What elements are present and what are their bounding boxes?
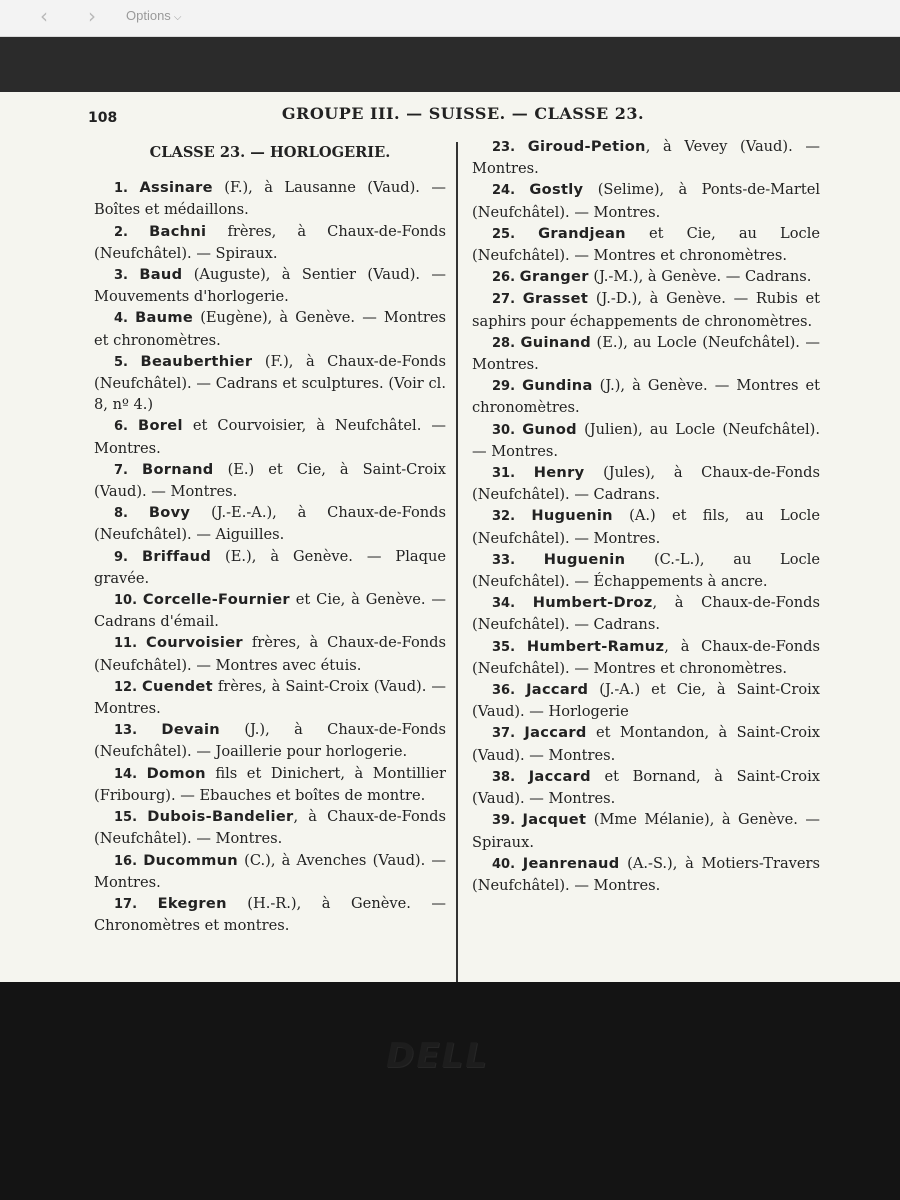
screen-edge [0,37,900,95]
exhibitor-name: Jeanrenaud [522,854,620,872]
exhibitor-name: Courvoisier [145,634,243,652]
exhibitor-name: Humbert-Droz [532,594,653,612]
entry-number: 23. [492,140,516,155]
entry-description: , à Chaux-de-Fonds (Neufchâtel). — Montres. [94,808,446,848]
list-item [94,850,446,893]
entry-description: (J.), à Genève. — Montres et chronomètres. [472,377,820,417]
entry-description: frères, à Chaux-de-Fonds (Neufchâtel). — Spiraux. [94,222,447,262]
entry-number: 25. [492,226,516,242]
list-item [94,307,446,350]
exhibitor-name: Jaccard [524,724,587,742]
entry-number: 31. [492,466,516,482]
list-item [94,546,446,589]
exhibitor-name: Bovy [148,504,191,522]
exhibitor-name: Briffaud [141,547,212,565]
entry-number: 14. [114,766,138,782]
exhibitor-name: Dubois-Bandelier [147,808,294,826]
entry-list-right [472,136,820,896]
chevron-down-icon: ⌵ [173,12,182,23]
entry-number: 24. [492,183,516,199]
entry-description: (Jules), à Chaux-de-Fonds (Neufchâtel). — Cadrans. [472,464,821,504]
exhibitor-name: Domon [146,764,206,782]
entry-description: (F.), à Lausanne (Vaud). — Boîtes et médaillons. [94,179,446,219]
entry-number: 34. [492,596,516,612]
entry-number: 40. [492,856,516,872]
entry-description: (J.-D.), à Genève. — Rubis et saphirs pour échappements de chronomètres. [472,290,821,330]
entry-description: (Mme Mélanie), à Genève. — Spiraux. [472,811,820,851]
page-number: 108 [88,110,118,126]
entry-description: et Cie, à Genève. — Cadrans d'émail. [94,591,447,631]
entry-number: 29. [492,379,516,395]
entry-description: (J.), à Chaux-de-Fonds (Neufchâtel). — Joaillerie pour horlogerie. [94,721,446,761]
list-item [472,375,820,418]
list-item [472,679,820,722]
exhibitor-name: Humbert-Ramuz [526,637,665,655]
exhibitor-name: Huguenin [531,507,613,525]
options-menu[interactable] [126,8,181,23]
section-title: CLASSE 23. — HORLOGERIE. [149,144,391,161]
entry-description: (Selime), à Ponts-de-Martel (Neufchâtel). — Montres. [472,181,821,221]
list-item [472,722,820,765]
entry-description: (J.-M.), à Genève. — Cadrans. [588,268,812,286]
entry-number: 11. [114,636,138,652]
entry-number: 28. [492,335,516,351]
exhibitor-name: Grandjean [538,224,626,242]
exhibitor-name: Henry [533,464,585,482]
entry-number: 26. [492,270,516,286]
exhibitor-name: Grasset [522,290,589,308]
exhibitor-name: Jacquet [522,811,587,829]
brand-logo: DELL [386,1036,489,1076]
list-item [94,676,446,719]
entry-number: 36. [492,683,516,699]
exhibitor-name: Baud [139,266,183,284]
entry-number: 6. [114,419,128,435]
entry-description: et Cie, au Locle (Neufchâtel). — Montres et chronomètres. [472,224,820,265]
list-item [472,766,820,809]
monitor-bezel [0,982,900,1200]
list-item [472,179,820,222]
entry-list-left [94,177,446,936]
entry-description: et Montandon, à Saint-Croix (Vaud). — Montres. [472,724,820,764]
entry-description: , à Chaux-de-Fonds (Neufchâtel). — Cadrans. [472,594,820,634]
entry-number: 4. [114,311,128,327]
list-item [472,419,820,462]
exhibitor-name: Assinare [139,179,213,197]
entry-description: (C.), à Avenches (Vaud). — Montres. [94,851,446,891]
entry-number: 7. [114,462,128,478]
list-item [94,415,446,458]
list-item [94,763,446,806]
browser-toolbar [0,0,900,37]
entry-description: (E.), au Locle (Neufchâtel). — Montres. [472,333,820,374]
right-column [472,136,820,896]
entry-description: frères, à Saint-Croix (Vaud). — Montres. [94,677,446,718]
entry-number: 15. [114,810,138,826]
list-item [472,223,820,266]
entry-description: (Auguste), à Sentier (Vaud). — Mouvements d'horlogerie. [94,266,447,306]
list-item [472,549,820,592]
left-column [94,136,446,936]
entry-description: frères, à Chaux-de-Fonds (Neufchâtel). — Montres avec étuis. [94,634,446,674]
exhibitor-name: Bornand [142,460,214,478]
chevron-right-icon[interactable]: › [88,4,96,28]
entry-description: et Bornand, à Saint-Croix (Vaud). — Montres. [472,767,820,808]
entry-description: (J.-E.-A.), à Chaux-de-Fonds (Neufchâtel). — Aiguilles. [94,504,447,544]
exhibitor-name: Giroud-Petion [527,138,646,155]
list-item [94,177,446,220]
exhibitor-name: Huguenin [543,550,626,568]
list-item [472,462,820,505]
entry-number: 33. [492,552,516,568]
list-item [94,589,446,632]
exhibitor-name: Gundina [522,377,593,395]
list-item [472,809,820,852]
list-item [94,264,446,307]
list-item [94,351,446,416]
list-item [94,806,446,849]
document-page [0,92,900,982]
entry-description: (E.) et Cie, à Saint-Croix (Vaud). — Montres. [94,460,447,501]
entry-description: , à Vevey (Vaud). — Montres. [472,138,820,178]
entry-number: 35. [492,639,516,655]
list-item [472,288,820,331]
entry-description: , à Chaux-de-Fonds (Neufchâtel). — Montres et chronomètres. [472,637,820,677]
entry-number: 1. [114,181,128,197]
entry-description: (J.-A.) et Cie, à Saint-Croix (Vaud). — Horlogerie [472,681,820,721]
list-item [94,221,446,264]
running-title: GROUPE III. — SUISSE. — CLASSE 23. [281,104,645,123]
exhibitor-name: Ducommun [143,851,238,869]
exhibitor-name: Ekegren [157,894,227,912]
exhibitor-name: Borel [138,417,183,435]
list-item [472,266,820,288]
entry-description: (A.-S.), à Motiers-Travers (Neufchâtel). — Montres. [472,854,820,894]
list-item [472,332,820,375]
list-item [472,853,820,896]
entry-number: 13. [114,723,138,739]
entry-number: 9. [114,549,128,565]
entry-number: 32. [492,509,516,525]
entry-number: 12. [114,679,138,695]
exhibitor-name: Jaccard [526,681,589,699]
entry-number: 38. [492,769,516,785]
options-label: Options [126,8,171,23]
exhibitor-name: Granger [519,268,589,286]
exhibitor-name: Jaccard [528,767,591,785]
entry-number: 27. [492,292,516,308]
entry-number: 17. [114,896,138,912]
chevron-left-icon[interactable]: ‹ [40,4,48,28]
list-item [94,459,446,502]
list-item [94,719,446,762]
list-item [472,505,820,548]
entry-number: 10. [114,593,138,609]
entry-number: 37. [492,726,516,742]
column-divider [456,142,458,982]
exhibitor-name: Devain [161,721,220,739]
entry-number: 16. [114,853,138,869]
entry-description: et Courvoisier, à Neufchâtel. — Montres. [94,417,447,457]
exhibitor-name: Baume [135,309,194,327]
entry-number: 5. [114,354,128,370]
exhibitor-name: Gostly [529,181,584,199]
list-item [94,893,446,936]
entry-number: 39. [492,813,516,829]
list-item [472,592,820,635]
list-item [472,636,820,679]
entry-description: (E.), à Genève. — Plaque gravée. [94,547,446,587]
entry-number: 8. [114,506,128,522]
exhibitor-name: Beauberthier [140,352,253,370]
exhibitor-name: Gunod [522,420,577,438]
entry-number: 30. [492,422,516,438]
entry-number: 3. [114,268,128,284]
entry-description: (F.), à Chaux-de-Fonds (Neufchâtel). — Cadrans et sculptures. (Voir cl. 8, nº 4.) [94,352,446,414]
entry-number: 2. [114,224,128,240]
entry-description: (Julien), au Locle (Neufchâtel). — Montres. [472,420,820,460]
list-item [94,502,446,545]
entry-description: (Eugène), à Genève. — Montres et chronomètres. [94,309,447,349]
entry-description: fils et Dinichert, à Montillier (Fribourg). — Ebauches et boîtes de montre. [94,764,447,804]
list-item [472,136,820,179]
exhibitor-name: Corcelle-Fournier [142,591,290,609]
exhibitor-name: Cuendet [142,677,213,695]
entry-description: (H.-R.), à Genève. — Chronomètres et montres. [94,894,446,935]
entry-description: (C.-L.), au Locle (Neufchâtel). — Échappements à ancre. [472,550,820,591]
list-item [94,632,446,675]
exhibitor-name: Guinand [520,333,592,351]
exhibitor-name: Bachni [149,222,207,240]
entry-description: (A.) et fils, au Locle (Neufchâtel). — Montres. [472,507,820,547]
